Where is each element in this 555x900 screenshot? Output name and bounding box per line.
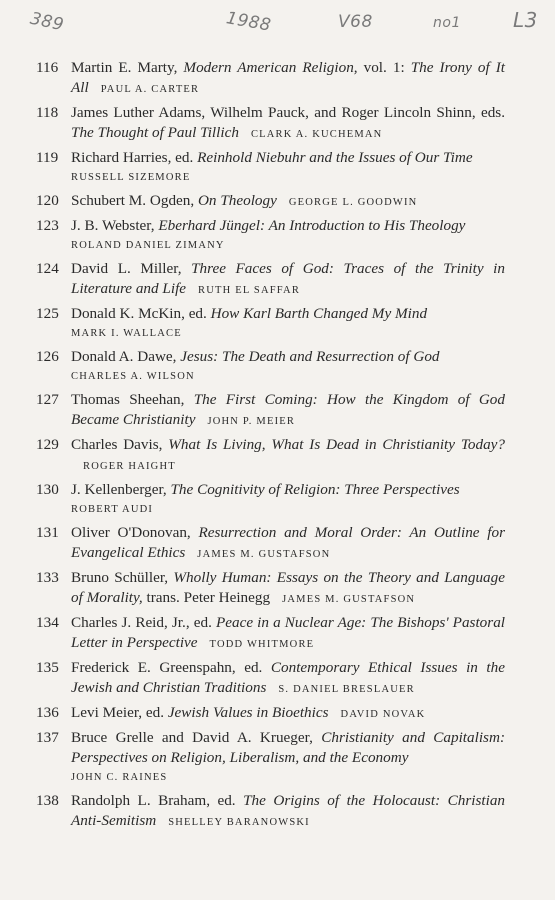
author-text-continued: trans. Peter Heinegg xyxy=(142,589,271,606)
handwritten-note: 1988 xyxy=(224,8,273,36)
handwritten-note: 389 xyxy=(28,8,66,36)
page-number: 134 xyxy=(36,614,59,631)
handwritten-annotations xyxy=(0,6,555,40)
author-text: Martin E. Marty, xyxy=(71,59,184,76)
review-entry xyxy=(0,148,555,188)
page-number: 127 xyxy=(36,391,59,408)
reviewer-name: JOHN C. RAINES xyxy=(71,772,168,783)
review-entry xyxy=(0,703,555,725)
book-title: How Karl Barth Changed My Mind xyxy=(210,305,428,322)
review-entry xyxy=(0,304,555,344)
reviewer-name: JAMES M. GUSTAFSON xyxy=(197,549,331,560)
book-title: On Theology xyxy=(197,192,277,209)
book-title: The Cognitivity of Religion: Three Perspectives xyxy=(170,481,460,498)
handwritten-note: L3 xyxy=(513,8,538,32)
review-entry xyxy=(0,390,555,432)
page-number: 135 xyxy=(36,659,59,676)
page-number: 136 xyxy=(36,704,59,721)
page-number: 124 xyxy=(36,260,59,277)
author-text: David L. Miller, xyxy=(71,260,192,277)
author-text-continued: vol. 1: xyxy=(357,59,411,76)
author-text: Bruno Schüller, xyxy=(71,569,174,586)
page-number: 118 xyxy=(36,104,59,121)
author-text: Richard Harries, ed. xyxy=(71,149,198,166)
review-entry xyxy=(0,216,555,256)
page-number: 120 xyxy=(36,192,59,209)
reviewer-name: TODD WHITMORE xyxy=(209,639,315,650)
reviewer-name: S. DANIEL BRESLAUER xyxy=(278,684,415,695)
book-title: Peace in a Nuclear Age: The Bishops' Pastoral Letter in Perspective xyxy=(71,614,506,651)
book-title: The Thought of Paul Tillich xyxy=(71,124,239,141)
author-text: Bruce Grelle and David A. Krueger, xyxy=(71,729,322,746)
author-text: Frederick E. Greenspahn, ed. xyxy=(71,659,271,676)
reviewer-name: SHELLEY BARANOWSKI xyxy=(168,817,310,828)
book-title: Reinhold Niebuhr and the Issues of Our Time xyxy=(197,149,473,166)
book-title: Resurrection and Moral Order: An Outline for Evangelical Ethics xyxy=(71,524,505,561)
handwritten-note: no1 xyxy=(433,15,461,31)
book-title: Contemporary Ethical Issues in the Jewish and Christian Traditions xyxy=(71,659,505,696)
page-number: 123 xyxy=(36,217,59,234)
review-entry xyxy=(0,480,555,520)
book-title: Eberhard Jüngel: An Introduction to His Theology xyxy=(158,217,466,234)
book-title: Jewish Values in Bioethics xyxy=(167,704,329,721)
review-entry xyxy=(0,613,555,655)
review-entry xyxy=(0,259,555,301)
author-text: Donald K. McKin, ed. xyxy=(71,305,211,322)
reviewer-name: DAVID NOVAK xyxy=(340,709,426,720)
reviewer-name: JAMES M. GUSTAFSON xyxy=(282,594,416,605)
page-number: 133 xyxy=(36,569,59,586)
author-text: J. Kellenberger, xyxy=(71,481,171,498)
page-number: 125 xyxy=(36,305,59,322)
reviewer-name: MARK I. WALLACE xyxy=(71,328,182,339)
page-number: 116 xyxy=(36,59,59,76)
reviewer-name: ROBERT AUDI xyxy=(71,504,154,515)
author-text: Oliver O'Donovan, xyxy=(71,524,199,541)
reviewer-name: PAUL A. CARTER xyxy=(100,84,200,95)
author-text: Schubert M. Ogden, xyxy=(71,192,198,209)
reviewer-name: GEORGE L. GOODWIN xyxy=(288,197,418,208)
reviewer-name: RUSSELL SIZEMORE xyxy=(71,172,191,183)
handwritten-note: V68 xyxy=(338,12,373,32)
reviewer-name: CHARLES A. WILSON xyxy=(71,371,195,382)
review-entry xyxy=(0,191,555,213)
review-entry xyxy=(0,791,555,833)
book-title: The First Coming: How the Kingdom of God Became Christianity xyxy=(71,391,505,428)
review-entry xyxy=(0,347,555,387)
author-text: Charles Davis, xyxy=(71,436,169,453)
book-title: Modern American Religion, xyxy=(183,59,358,76)
book-title: The Origins of the Holocaust: Christian Anti-Semitism xyxy=(71,792,506,829)
book-review-list xyxy=(0,58,555,836)
review-entry xyxy=(0,58,555,100)
page-number: 130 xyxy=(36,481,59,498)
reviewer-name: RUTH EL SAFFAR xyxy=(198,285,301,296)
author-text: Donald A. Dawe, xyxy=(71,348,181,365)
reviewer-name: ROLAND DANIEL ZIMANY xyxy=(71,240,225,251)
reviewer-name: JOHN P. MEIER xyxy=(207,416,296,427)
review-entry xyxy=(0,103,555,145)
page-number: 138 xyxy=(36,792,59,809)
author-text: Randolph L. Braham, ed. xyxy=(71,792,244,809)
review-entry xyxy=(0,523,555,565)
reviewer-name: ROGER HAIGHT xyxy=(83,461,176,472)
author-text: Charles J. Reid, Jr., ed. xyxy=(71,614,216,631)
author-text: Thomas Sheehan, xyxy=(71,391,194,408)
review-entry xyxy=(0,568,555,610)
book-title: Wholly Human: Essays on the Theory and Language of Morality, xyxy=(71,569,505,606)
page-number: 137 xyxy=(36,729,59,746)
page-number: 131 xyxy=(36,524,59,541)
book-title: What Is Living, What Is Dead in Christianity Today? xyxy=(168,436,505,453)
review-entry xyxy=(0,435,555,477)
page-number: 126 xyxy=(36,348,59,365)
book-title-continued: The Irony of It All xyxy=(71,59,505,96)
book-title: Three Faces of God: Traces of the Trinity in Literature and Life xyxy=(71,260,505,297)
book-title: Christianity and Capitalism: Perspectives on Religion, Liberalism, and the Economy xyxy=(71,729,505,766)
reviewer-name: CLARK A. KUCHEMAN xyxy=(250,129,383,140)
review-entry xyxy=(0,728,555,788)
book-title: Jesus: The Death and Resurrection of God xyxy=(180,348,440,365)
page-number: 129 xyxy=(36,436,59,453)
author-text: Levi Meier, ed. xyxy=(71,704,168,721)
page-number: 119 xyxy=(36,149,59,166)
review-entry xyxy=(0,658,555,700)
author-text: James Luther Adams, Wilhelm Pauck, and Roger Lincoln Shinn, eds. xyxy=(71,104,505,121)
author-text: J. B. Webster, xyxy=(71,217,159,234)
